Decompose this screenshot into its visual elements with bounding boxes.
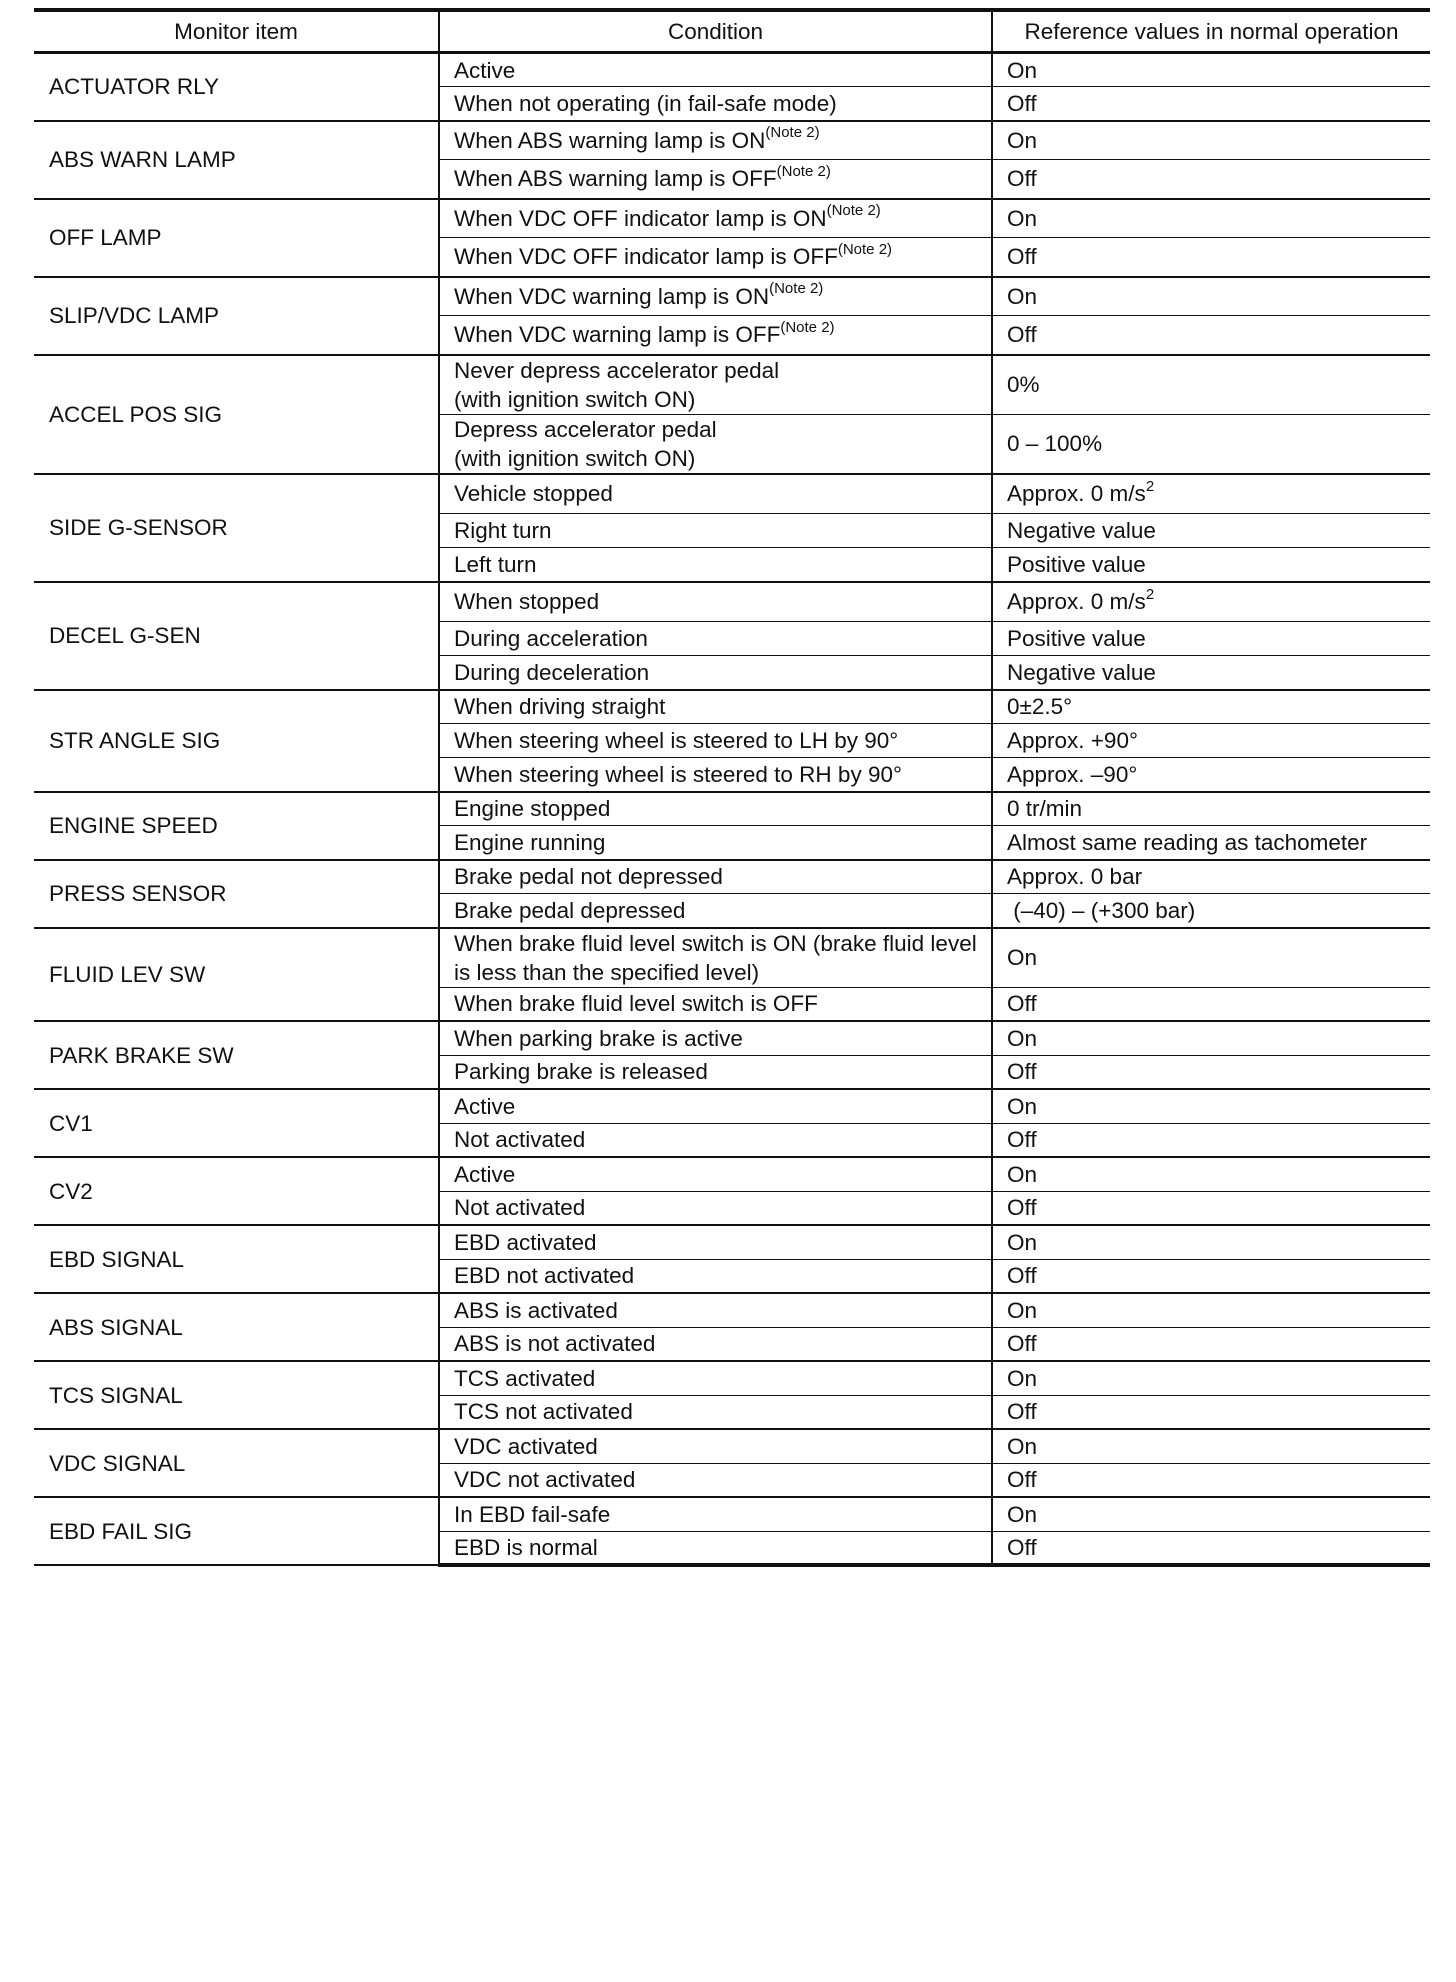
condition-label: When VDC OFF indicator lamp is OFF <box>454 244 838 270</box>
condition-cell <box>439 414 992 474</box>
monitor-item-cell: ABS SIGNAL <box>34 1293 439 1361</box>
monitor-item-cell: ENGINE SPEED <box>34 792 439 860</box>
table-row <box>34 53 1430 87</box>
condition-cell <box>439 121 992 160</box>
monitor-item-cell: ACTUATOR RLY <box>34 53 439 121</box>
reference-value-cell <box>992 1463 1430 1497</box>
reference-value-text: Approx. –90° <box>1007 761 1138 787</box>
condition-cell <box>439 758 992 792</box>
reference-value-cell <box>992 860 1430 894</box>
condition-label: ABS is not activated <box>454 1331 656 1357</box>
condition-cell <box>439 792 992 826</box>
reference-value-text: Off <box>1007 322 1037 348</box>
condition-text <box>454 929 991 958</box>
condition-cell <box>439 1225 992 1259</box>
condition-label: Brake pedal not depressed <box>454 864 723 890</box>
condition-cell <box>439 1429 992 1463</box>
condition-cell <box>439 1293 992 1327</box>
condition-cell <box>439 1497 992 1531</box>
reference-value-cell <box>992 121 1430 160</box>
reference-value-cell <box>992 1259 1430 1293</box>
reference-value-text: (–40) – (+300 bar) <box>1007 897 1196 923</box>
condition-text <box>454 1364 991 1393</box>
reference-value-text: On <box>1007 127 1038 153</box>
reference-value-cell <box>992 1089 1430 1123</box>
reference-value-cell <box>992 87 1430 121</box>
table-body <box>34 53 1430 1566</box>
table-row <box>34 355 1430 415</box>
reference-value-cell <box>992 1225 1430 1259</box>
condition-text <box>454 1329 991 1358</box>
condition-label: EBD activated <box>454 1229 597 1255</box>
condition-text <box>454 1397 991 1426</box>
header-condition: Condition <box>439 10 992 53</box>
condition-cell <box>439 1021 992 1055</box>
condition-cell <box>439 316 992 355</box>
condition-cell <box>439 582 992 622</box>
reference-value-cell <box>992 414 1430 474</box>
header-reference-values: Reference values in normal operation <box>992 10 1430 53</box>
condition-text <box>454 126 991 155</box>
table-row <box>34 1429 1430 1463</box>
condition-cell <box>439 160 992 199</box>
condition-cell <box>439 724 992 758</box>
condition-cell <box>439 1395 992 1429</box>
condition-text <box>454 1261 991 1290</box>
reference-value-text: 0±2.5° <box>1007 694 1073 720</box>
reference-value-cell <box>992 656 1430 690</box>
condition-text <box>454 896 991 925</box>
reference-value-cell <box>992 928 1430 988</box>
reference-value-text: 0 tr/min <box>1007 796 1083 822</box>
reference-value-text: On <box>1007 1297 1038 1323</box>
reference-value-text: 0% <box>1007 372 1040 397</box>
note-reference: (Note 2) <box>837 240 893 258</box>
condition-cell <box>439 474 992 514</box>
condition-label: In EBD fail-safe <box>454 1501 611 1527</box>
reference-value-cell <box>992 514 1430 548</box>
condition-text <box>454 356 991 385</box>
reference-value-cell <box>992 199 1430 238</box>
reference-value-text: On <box>1007 1161 1038 1187</box>
condition-label: Active <box>454 1161 516 1187</box>
condition-cell <box>439 1055 992 1089</box>
reference-value-text: Off <box>1007 1127 1037 1153</box>
monitor-item-cell: CV2 <box>34 1157 439 1225</box>
reference-value-text: Off <box>1007 1195 1037 1221</box>
table-row <box>34 1225 1430 1259</box>
condition-text <box>454 56 991 85</box>
condition-cell <box>439 238 992 277</box>
condition-label: EBD not activated <box>454 1263 635 1289</box>
condition-label: During acceleration <box>454 626 648 651</box>
reference-value-cell <box>992 1293 1430 1327</box>
condition-cell <box>439 1089 992 1123</box>
condition-text <box>454 415 991 444</box>
reference-value-cell <box>992 1123 1430 1157</box>
reference-value-cell <box>992 826 1430 860</box>
condition-label: VDC not activated <box>454 1467 636 1493</box>
reference-value-text: Negative value <box>1007 659 1156 685</box>
condition-label: Not activated <box>454 1127 586 1153</box>
condition-text <box>454 726 991 755</box>
reference-value-text: Off <box>1007 1399 1037 1425</box>
reference-value-cell <box>992 355 1430 415</box>
condition-cell <box>439 690 992 724</box>
reference-value-text: On <box>1007 1365 1038 1391</box>
monitor-item-cell: OFF LAMP <box>34 199 439 277</box>
reference-value-cell <box>992 1055 1430 1089</box>
reference-value-cell <box>992 792 1430 826</box>
note-reference: (Note 2) <box>776 162 831 180</box>
reference-value-text: On <box>1007 1093 1038 1119</box>
reference-value-cell <box>992 238 1430 277</box>
monitor-item-cell: STR ANGLE SIG <box>34 690 439 792</box>
condition-text <box>454 242 991 271</box>
reference-value-text: Approx. +90° <box>1007 728 1138 753</box>
condition-cell <box>439 1259 992 1293</box>
condition-label: When VDC warning lamp is ON <box>454 283 770 309</box>
monitor-item-cell: DECEL G-SEN <box>34 582 439 690</box>
condition-text <box>454 794 991 823</box>
condition-label: Active <box>454 57 516 83</box>
condition-text <box>454 1024 991 1053</box>
table-row <box>34 1361 1430 1395</box>
reference-value-cell <box>992 582 1430 622</box>
condition-label: Parking brake is released <box>454 1059 708 1085</box>
condition-text <box>454 624 991 653</box>
unit-exponent: 2 <box>1145 585 1155 603</box>
condition-text <box>454 989 991 1018</box>
table-row <box>34 1293 1430 1327</box>
table-row <box>34 792 1430 826</box>
condition-text <box>454 1125 991 1154</box>
condition-cell <box>439 1463 992 1497</box>
condition-cell <box>439 199 992 238</box>
condition-text <box>454 828 991 857</box>
monitor-item-cell: ACCEL POS SIG <box>34 355 439 474</box>
monitor-item-cell: VDC SIGNAL <box>34 1429 439 1497</box>
note-reference: (Note 2) <box>826 202 881 220</box>
condition-label: TCS activated <box>454 1365 596 1391</box>
reference-value-cell <box>992 1157 1430 1191</box>
condition-label: Active <box>454 1093 516 1119</box>
condition-cell <box>439 514 992 548</box>
reference-value-text: On <box>1007 283 1038 309</box>
condition-text <box>454 692 991 721</box>
reference-value-cell <box>992 474 1430 514</box>
condition-label: TCS not activated <box>454 1399 633 1425</box>
reference-value-cell <box>992 1429 1430 1463</box>
monitor-item-cell: SLIP/VDC LAMP <box>34 277 439 355</box>
condition-label: When VDC warning lamp is OFF <box>454 322 781 348</box>
reference-value-cell <box>992 548 1430 582</box>
condition-text <box>454 1500 991 1529</box>
condition-cell <box>439 1191 992 1225</box>
condition-label: EBD is normal <box>454 1534 598 1560</box>
condition-label: When ABS warning lamp is OFF <box>454 166 777 192</box>
condition-text <box>454 1092 991 1121</box>
table-row <box>34 1157 1430 1191</box>
monitor-item-cell: ABS WARN LAMP <box>34 121 439 199</box>
reference-value-cell <box>992 1361 1430 1395</box>
condition-text <box>454 1533 991 1562</box>
condition-label: When brake fluid level switch is ON (brake fluid level <box>454 930 977 956</box>
condition-text <box>454 479 991 508</box>
condition-cell <box>439 622 992 656</box>
reference-value-text: Almost same reading as tachometer <box>1007 829 1368 855</box>
reference-value-text: Approx. 0 bar <box>1007 864 1143 890</box>
condition-cell <box>439 826 992 860</box>
reference-value-cell <box>992 1395 1430 1429</box>
condition-text <box>454 1193 991 1222</box>
note-reference: (Note 2) <box>780 318 835 336</box>
table-row <box>34 277 1430 316</box>
condition-text <box>454 1160 991 1189</box>
reference-values-table <box>34 8 1430 1567</box>
note-reference: (Note 2) <box>769 280 824 298</box>
header-monitor-item: Monitor item <box>34 10 439 53</box>
reference-value-text: Off <box>1007 1331 1037 1357</box>
condition-cell <box>439 1123 992 1157</box>
condition-cell <box>439 860 992 894</box>
condition-label: Right turn <box>454 518 552 543</box>
reference-value-cell <box>992 894 1430 928</box>
reference-value-cell <box>992 724 1430 758</box>
condition-text-line-2: (with ignition switch ON) <box>454 445 696 471</box>
reference-value-cell <box>992 160 1430 199</box>
reference-value-text: On <box>1007 1433 1038 1459</box>
monitor-item-cell: FLUID LEV SW <box>34 928 439 1022</box>
table-row <box>34 1021 1430 1055</box>
reference-value-cell <box>992 690 1430 724</box>
condition-text <box>454 1228 991 1257</box>
condition-label: When parking brake is active <box>454 1025 743 1051</box>
condition-label: When stopped <box>454 589 600 615</box>
reference-value-text: On <box>1007 1501 1038 1527</box>
condition-cell <box>439 928 992 988</box>
monitor-item-cell: CV1 <box>34 1089 439 1157</box>
condition-text-line-2: (with ignition switch ON) <box>454 386 696 412</box>
condition-text <box>454 516 991 545</box>
reference-value-cell <box>992 987 1430 1021</box>
reference-value-cell <box>992 758 1430 792</box>
condition-cell <box>439 1531 992 1565</box>
table-header-row <box>34 10 1430 53</box>
monitor-item-cell: PARK BRAKE SW <box>34 1021 439 1089</box>
condition-label: Vehicle stopped <box>454 481 613 507</box>
condition-text <box>454 1296 991 1325</box>
condition-label: Not activated <box>454 1195 586 1221</box>
note-reference: (Note 2) <box>765 124 820 142</box>
reference-value-cell <box>992 622 1430 656</box>
reference-value-text: Off <box>1007 1263 1037 1289</box>
condition-label: When brake fluid level switch is OFF <box>454 991 818 1017</box>
condition-cell <box>439 1361 992 1395</box>
reference-value-text: Approx. 0 m/s <box>1007 481 1146 507</box>
condition-label: When not operating (in fail-safe mode) <box>454 90 837 116</box>
reference-value-text: Positive value <box>1007 626 1146 651</box>
condition-cell <box>439 1157 992 1191</box>
reference-value-text: 0 – 100% <box>1007 431 1103 456</box>
condition-text <box>454 1057 991 1086</box>
condition-text <box>454 89 991 118</box>
condition-text <box>454 1465 991 1494</box>
condition-cell <box>439 548 992 582</box>
condition-cell <box>439 53 992 87</box>
condition-cell <box>439 987 992 1021</box>
table-row <box>34 1089 1430 1123</box>
reference-value-cell <box>992 53 1430 87</box>
condition-cell <box>439 277 992 316</box>
condition-label: During deceleration <box>454 659 650 685</box>
reference-value-text: On <box>1007 57 1038 83</box>
condition-cell <box>439 355 992 415</box>
condition-cell <box>439 894 992 928</box>
reference-value-text: On <box>1007 1229 1038 1255</box>
reference-value-text: On <box>1007 205 1038 231</box>
reference-value-cell <box>992 316 1430 355</box>
reference-value-cell <box>992 1191 1430 1225</box>
table-row <box>34 199 1430 238</box>
condition-label: Brake pedal depressed <box>454 897 686 923</box>
condition-text <box>454 1432 991 1461</box>
condition-label: ABS is activated <box>454 1297 618 1323</box>
unit-exponent: 2 <box>1145 477 1155 495</box>
reference-value-cell <box>992 1531 1430 1565</box>
condition-text <box>454 320 991 349</box>
table-row <box>34 121 1430 160</box>
condition-text-line-2: is less than the specified level) <box>454 959 760 985</box>
condition-label: When steering wheel is steered to LH by 90° <box>454 728 899 753</box>
condition-cell <box>439 1327 992 1361</box>
reference-value-text: Off <box>1007 244 1037 270</box>
condition-label: Engine stopped <box>454 796 611 822</box>
reference-value-text: On <box>1007 1025 1038 1051</box>
condition-label: When steering wheel is steered to RH by 90° <box>454 761 902 787</box>
condition-label: Engine running <box>454 829 606 855</box>
condition-label: When driving straight <box>454 694 666 720</box>
monitor-item-cell: SIDE G-SENSOR <box>34 474 439 582</box>
reference-value-text: Off <box>1007 90 1037 116</box>
reference-value-cell <box>992 1497 1430 1531</box>
reference-value-text: On <box>1007 945 1038 970</box>
reference-value-text: Off <box>1007 1534 1037 1560</box>
condition-label: When VDC OFF indicator lamp is ON <box>454 205 827 231</box>
table-row <box>34 1497 1430 1531</box>
monitor-item-cell: EBD SIGNAL <box>34 1225 439 1293</box>
condition-label: When ABS warning lamp is ON <box>454 127 766 153</box>
reference-value-cell <box>992 277 1430 316</box>
condition-label: Left turn <box>454 551 537 577</box>
table-row <box>34 582 1430 622</box>
condition-label: Depress accelerator pedal <box>454 416 717 442</box>
reference-value-text: Off <box>1007 166 1037 192</box>
condition-text <box>454 862 991 891</box>
table-row <box>34 928 1430 988</box>
condition-text <box>454 282 991 311</box>
condition-cell <box>439 656 992 690</box>
condition-cell <box>439 87 992 121</box>
reference-value-text: Negative value <box>1007 518 1156 543</box>
reference-value-text: Off <box>1007 1467 1037 1493</box>
condition-text <box>454 658 991 687</box>
condition-text <box>454 587 991 616</box>
reference-value-cell <box>992 1327 1430 1361</box>
reference-value-text: Off <box>1007 991 1037 1017</box>
reference-value-text: Positive value <box>1007 551 1146 577</box>
table-row <box>34 474 1430 514</box>
reference-value-text: Off <box>1007 1059 1037 1085</box>
monitor-item-cell: EBD FAIL SIG <box>34 1497 439 1565</box>
condition-text <box>454 204 991 233</box>
condition-label: Never depress accelerator pedal <box>454 357 780 383</box>
table-row <box>34 860 1430 894</box>
reference-value-text: Approx. 0 m/s <box>1007 589 1146 615</box>
table-row <box>34 690 1430 724</box>
condition-text <box>454 760 991 789</box>
monitor-item-cell: TCS SIGNAL <box>34 1361 439 1429</box>
condition-label: VDC activated <box>454 1433 598 1459</box>
reference-value-cell <box>992 1021 1430 1055</box>
monitor-item-cell: PRESS SENSOR <box>34 860 439 928</box>
condition-text <box>454 550 991 579</box>
condition-text <box>454 164 991 193</box>
